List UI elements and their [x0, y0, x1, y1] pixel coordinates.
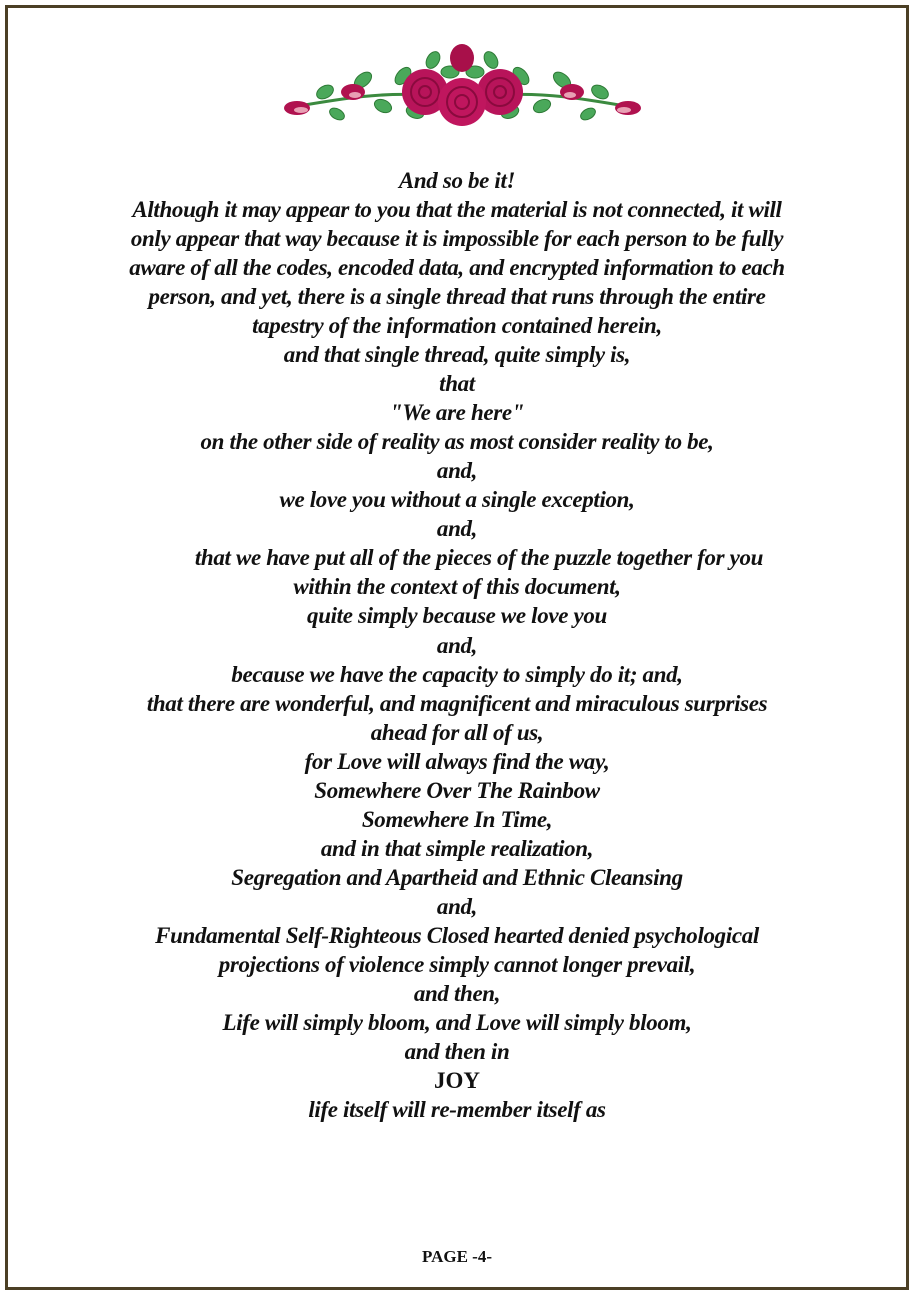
poem-line: that	[439, 371, 475, 397]
poem-line: and then,	[413, 980, 501, 1006]
poem-line: that we have put all of the pieces of the puzzle together for you	[194, 545, 764, 571]
poem-line: Segregation and Apartheid and Ethnic Cleansing	[231, 864, 683, 890]
poem-line: on the other side of reality as most consider reality to be,	[200, 429, 714, 455]
rose-garland-icon	[275, 40, 650, 130]
poem-line: And so be it!	[398, 168, 516, 193]
page-number: PAGE -4-	[421, 1247, 493, 1266]
poem-line: and that single thread, quite simply is,	[283, 342, 631, 368]
poem-line: Somewhere Over The Rainbow	[314, 777, 600, 803]
poem-line: and,	[436, 516, 478, 542]
poem-line: aware of all the codes, encoded data, and encrypted information to each	[129, 255, 785, 281]
poem-line: "We are here"	[389, 400, 525, 426]
poem-line: tapestry of the information contained herein,	[252, 313, 662, 339]
poem-line: and then in	[404, 1038, 510, 1064]
poem-line: person, and yet, there is a single thread that runs through the entire	[148, 284, 766, 310]
poem-line: and,	[436, 632, 478, 658]
poem-line: Life will simply bloom, and Love will simply bloom,	[222, 1009, 692, 1035]
poem-line: Somewhere In Time,	[361, 806, 553, 832]
poem-line: Fundamental Self-Righteous Closed hearted denied psychological	[155, 922, 759, 948]
poem-line: and,	[436, 893, 478, 919]
poem-line: we love you without a single exception,	[279, 487, 635, 513]
poem-line: projections of violence simply cannot longer prevail,	[218, 951, 696, 977]
poem-line: for Love will always find the way,	[304, 748, 610, 774]
poem-line: that there are wonderful, and magnificent and miraculous surprises	[146, 690, 768, 716]
poem-line: within the context of this document,	[293, 574, 621, 600]
poem-line: quite simply because we love you	[307, 603, 607, 629]
poem-line: life itself will re-member itself as	[308, 1097, 606, 1122]
poem-line: Although it may appear to you that the material is not connected, it will	[132, 197, 782, 223]
poem-line: and,	[436, 458, 478, 484]
poem-line: only appear that way because it is impossible for each person to be fully	[130, 226, 784, 252]
poem-text	[0, 166, 914, 1124]
poem-line-joy: JOY	[434, 1067, 480, 1093]
poem-line: ahead for all of us,	[370, 719, 544, 745]
poem-line: and in that simple realization,	[320, 835, 594, 861]
poem-line: because we have the capacity to simply do it; and,	[231, 661, 683, 687]
